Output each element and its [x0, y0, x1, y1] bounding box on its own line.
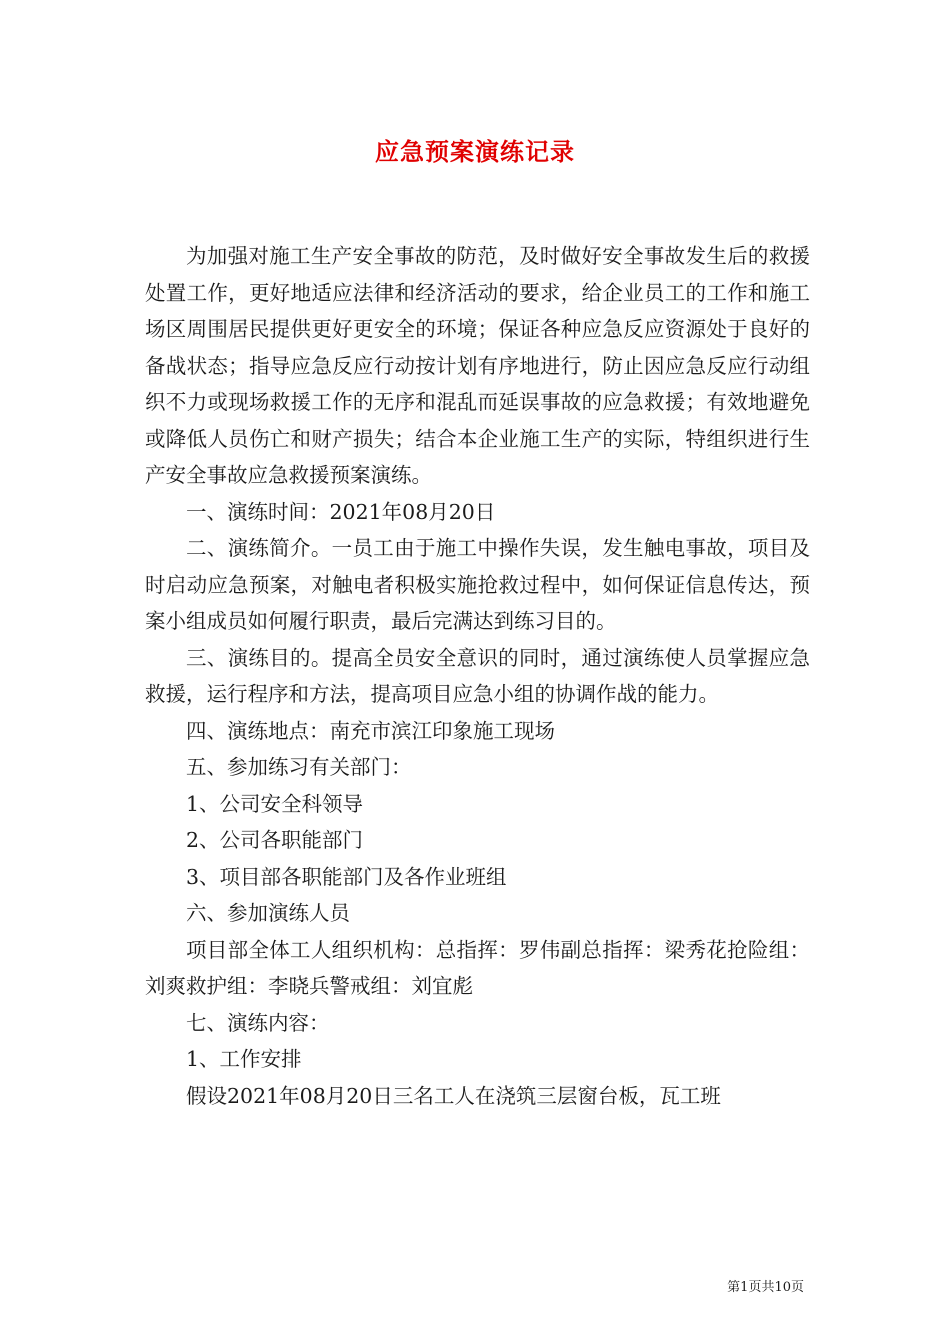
paragraph-intro: 为加强对施工生产安全事故的防范，及时做好安全事故发生后的救援处置工作，更好地适应法律和经济活动的要求，给企业员工的工作和施工场区周围居民提供更好更安全的环境；保证各种应急反应资源处于良好的备战状态；指导应急反应行动按计划有序地进行，防止因应急反应行动组织不力或现场救援工作的无序和混乱而延误事故的应急救援；有效地避免或降低人员伤亡和财产损失；结合本企业施工生产的实际，特组织进行生产安全事故应急救援预案演练。	[145, 244, 810, 487]
paragraph-personnel-heading: 六、参加演练人员	[186, 901, 350, 925]
paragraph-drill-purpose: 三、演练目的。提高全员安全意识的同时，通过演练使人员掌握应急救援，运行程序和方法，提高项目应急小组的协调作战的能力。	[145, 645, 810, 706]
document-body	[145, 238, 810, 1114]
paragraph-scenario: 假设2021年08月20日三名工人在浇筑三层窗台板，瓦工班	[186, 1083, 721, 1108]
paragraph-drill-summary: 二、演练简介。一员工由于施工中操作失误，发生触电事故，项目及时启动应急预案，对触电者积极实施抢救过程中，如何保证信息传达，预案小组成员如何履行职责，最后完满达到练习目的。	[145, 536, 810, 633]
page-number: 第1页共10页	[727, 1280, 804, 1295]
paragraph-content-heading: 七、演练内容：	[186, 1010, 330, 1035]
paragraph-department-item: 1、公司安全科领导	[186, 791, 364, 816]
paragraph-personnel-detail: 项目部全体工人组织机构：总指挥：罗伟副总指挥：梁秀花抢险组：刘爽救护组：李晓兵警戒组：刘宜彪	[145, 937, 810, 998]
paragraph-work-arrangement: 1、工作安排	[186, 1047, 302, 1071]
paragraph-department-item: 3、项目部各职能部门及各作业班组	[186, 864, 507, 889]
paragraph-departments-heading: 五、参加练习有关部门：	[186, 755, 412, 779]
paragraph-department-item: 2、公司各职能部门	[186, 828, 364, 852]
paragraph-drill-time: 一、演练时间：2021年08月20日	[186, 499, 496, 524]
paragraph-drill-location: 四、演练地点：南充市滨江印象施工现场	[186, 718, 555, 743]
document-title: 应急预案演练记录	[375, 138, 575, 166]
